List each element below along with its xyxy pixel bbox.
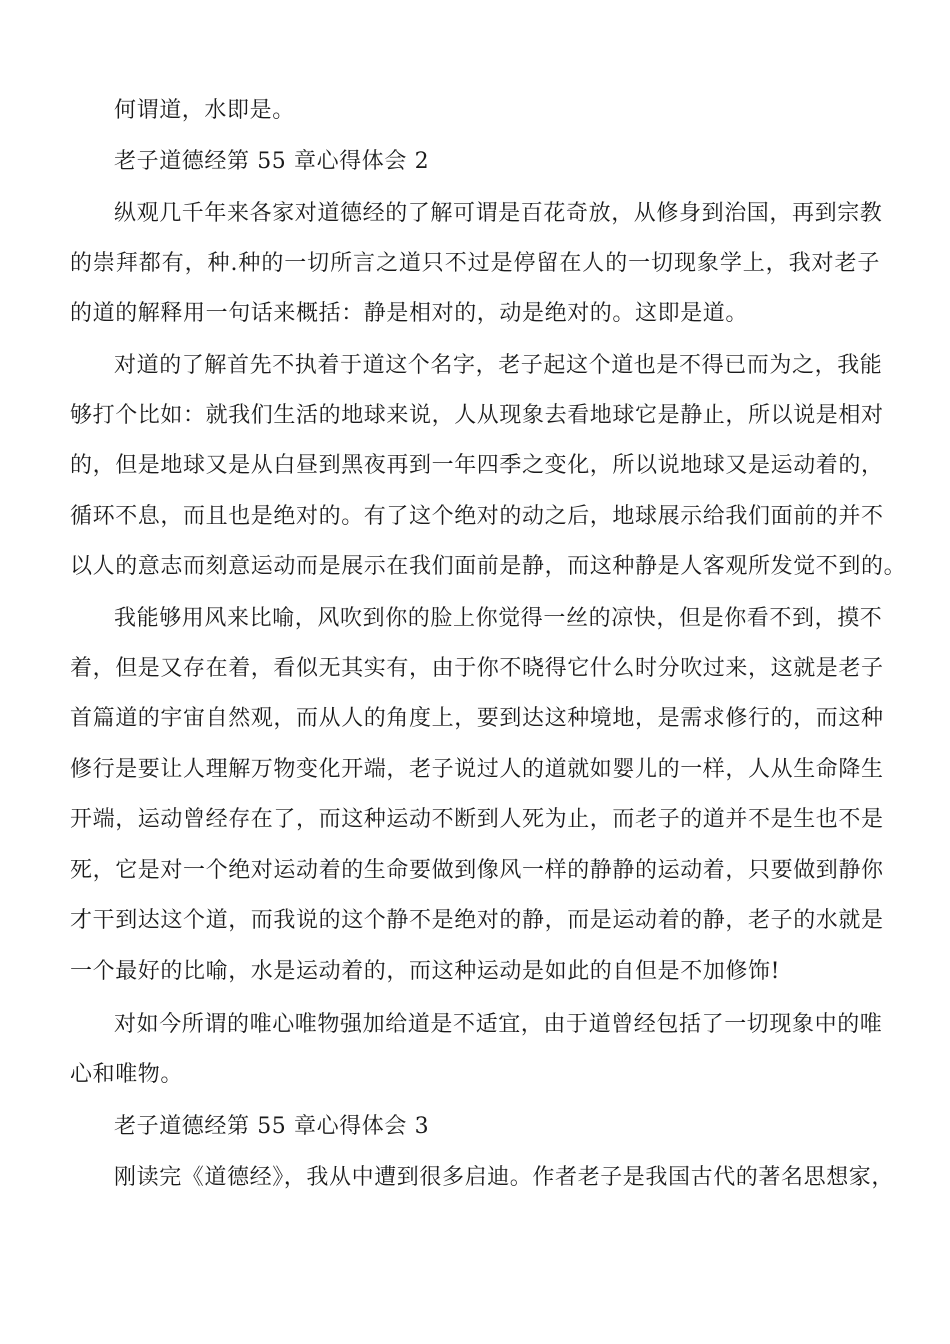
paragraph-line: 修行是要让人理解万物变化开端，老子说过人的道就如婴儿的一样，人从生命降生 bbox=[70, 757, 884, 782]
paragraph-line: 着，但是又存在着，看似无其实有，由于你不晓得它什么时分吹过来，这就是老子 bbox=[70, 656, 884, 681]
paragraph-line: 一个最好的比喻，水是运动着的，而这种运动是如此的自但是不加修饰! bbox=[70, 959, 781, 984]
paragraph-line: 心和唯物。 bbox=[70, 1062, 184, 1087]
paragraph-line: 够打个比如：就我们生活的地球来说，人从现象去看地球它是静止，所以说是相对 bbox=[70, 403, 884, 428]
section-heading: 老子道德经第 55 章心得体会 3 bbox=[114, 1114, 430, 1139]
paragraph-line: 开端，运动曾经存在了，而这种运动不断到人死为止，而老子的道并不是生也不是 bbox=[70, 807, 884, 832]
paragraph-line: 何谓道，水即是。 bbox=[114, 98, 295, 123]
paragraph-line: 的道的解释用一句话来概括：静是相对的，动是绝对的。这即是道。 bbox=[70, 301, 749, 326]
paragraph-line: 以人的意志而刻意运动而是展示在我们面前是静，而这种静是人客观所发觉不到的。 bbox=[70, 554, 907, 579]
paragraph-line: 我能够用风来比喻，风吹到你的脸上你觉得一丝的凉快，但是你看不到，摸不 bbox=[114, 606, 883, 631]
paragraph-line: 纵观几千年来各家对道德经的了解可谓是百花奇放，从修身到治国，再到宗教 bbox=[114, 201, 883, 226]
paragraph-line: 才干到达这个道，而我说的这个静不是绝对的静，而是运动着的静，老子的水就是 bbox=[70, 908, 884, 933]
paragraph-line: 死，它是对一个绝对运动着的生命要做到像风一样的静静的运动着，只要做到静你 bbox=[70, 858, 884, 883]
paragraph-line: 首篇道的宇宙自然观，而从人的角度上，要到达这种境地，是需求修行的，而这种 bbox=[70, 706, 884, 731]
paragraph-line: 的，但是地球又是从白昼到黑夜再到一年四季之变化，所以说地球又是运动着的， bbox=[70, 453, 884, 478]
section-heading: 老子道德经第 55 章心得体会 2 bbox=[114, 149, 430, 174]
paragraph-line: 循环不息，而且也是绝对的。有了这个绝对的动之后，地球展示给我们面前的并不 bbox=[70, 504, 884, 529]
paragraph-line: 的崇拜都有，种.种的一切所言之道只不过是停留在人的一切现象学上，我对老子 bbox=[70, 251, 880, 276]
paragraph-line: 对如今所谓的唯心唯物强加给道是不适宜，由于道曾经包括了一切现象中的唯 bbox=[114, 1012, 883, 1037]
paragraph-line: 刚读完《道德经》，我从中遭到很多启迪。作者老子是我国古代的著名思想家， bbox=[114, 1165, 895, 1190]
paragraph-line: 对道的了解首先不执着于道这个名字，老子起这个道也是不得已而为之，我能 bbox=[114, 353, 883, 378]
